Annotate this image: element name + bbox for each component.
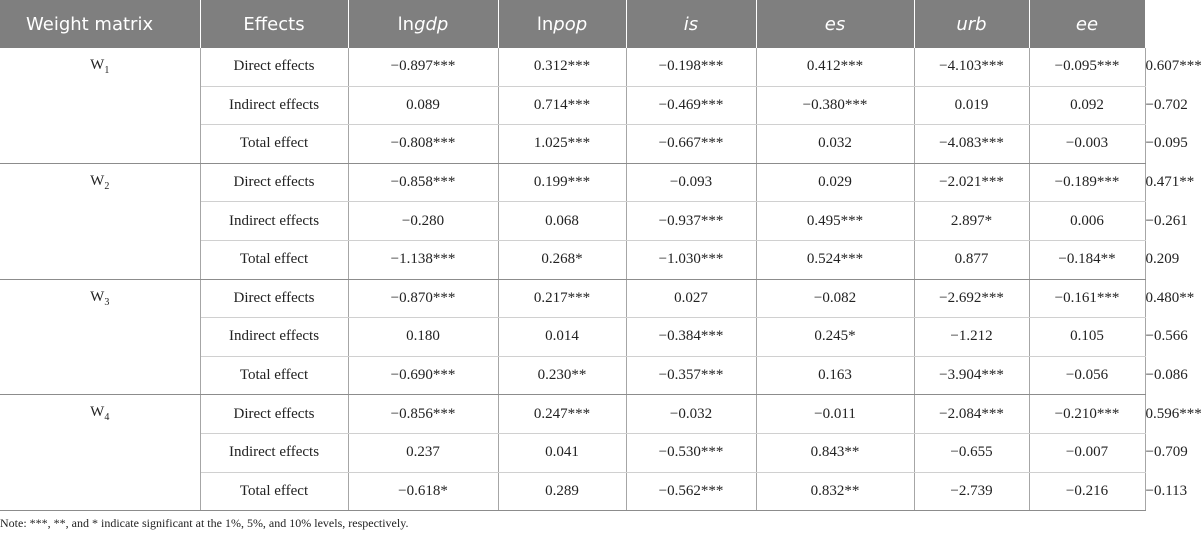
effect-label-cell: Total effect	[200, 240, 348, 279]
coefficient-cell: −0.198***	[626, 48, 756, 86]
coefficient-cell: −0.655	[914, 433, 1029, 472]
header-lngdp	[348, 0, 498, 48]
effect-label-cell: Total effect	[200, 125, 348, 164]
header-lnpop	[498, 0, 626, 48]
coefficient-cell: 0.019	[914, 86, 1029, 125]
coefficient-cell: 2.897*	[914, 202, 1029, 241]
coefficient-cell: −4.083***	[914, 125, 1029, 164]
weight-matrix-subscript: 1	[104, 65, 110, 76]
coefficient-cell: 0.832**	[756, 472, 914, 511]
coefficient-cell: 0.041	[498, 433, 626, 472]
coefficient-cell: −0.184**	[1029, 240, 1145, 279]
coefficient-cell: −0.530***	[626, 433, 756, 472]
coefficient-cell: −1.138***	[348, 240, 498, 279]
coefficient-cell: 0.180	[348, 318, 498, 357]
coefficient-cell: −0.357***	[626, 356, 756, 395]
coefficient-cell: 0.027	[626, 279, 756, 318]
coefficient-cell: 0.843**	[756, 433, 914, 472]
coefficient-cell: −0.870***	[348, 279, 498, 318]
coefficient-cell: −0.189***	[1029, 163, 1145, 202]
effect-label-cell: Total effect	[200, 472, 348, 511]
coefficient-cell: −0.007	[1029, 433, 1145, 472]
coefficient-cell: 0.289	[498, 472, 626, 511]
coefficient-cell: 0.014	[498, 318, 626, 357]
coefficient-cell: 0.247***	[498, 395, 626, 434]
weight-matrix-subscript: 2	[104, 180, 110, 192]
coefficient-cell: −0.032	[626, 395, 756, 434]
weight-matrix-letter: W	[90, 57, 105, 73]
table-row: $W_1$ Direct effects −0.897*** 0.312*** −0.198*** 0.412*** −4.103*** −0.095*** 0.607***	[0, 48, 1145, 86]
coefficient-cell: −0.380***	[756, 86, 914, 125]
effect-label-cell: Total effect	[200, 356, 348, 395]
table-body	[0, 48, 1202, 511]
coefficient-cell: −0.469***	[626, 86, 756, 125]
header-urb: urb	[914, 0, 1029, 48]
weight-matrix-letter: W	[90, 172, 105, 189]
coefficient-cell: −0.937***	[626, 202, 756, 241]
coefficient-cell: −1.212	[914, 318, 1029, 357]
header-row: Weight matrix Effects lngdp lnpop is es urb ee bula	[0, 0, 1145, 48]
header-effects: Effects	[200, 0, 348, 48]
coefficient-cell: 0.029	[756, 163, 914, 202]
coefficient-cell: −0.667***	[626, 125, 756, 164]
weight-matrix-subscript: 3	[104, 296, 110, 308]
coefficient-cell: −0.011	[756, 395, 914, 434]
header-is: is	[626, 0, 756, 48]
header-lnpop-prefix: ln	[536, 13, 554, 35]
coefficient-cell: 0.412***	[756, 48, 914, 86]
weight-matrix-letter: W	[90, 288, 105, 305]
coefficient-cell: 0.524***	[756, 240, 914, 279]
coefficient-cell: −0.690***	[348, 356, 498, 395]
coefficient-cell: 0.312***	[498, 48, 626, 86]
coefficient-cell: −2.739	[914, 472, 1029, 511]
coefficient-cell: −0.093	[626, 163, 756, 202]
coefficient-cell: −0.095***	[1029, 48, 1145, 86]
header-weight-matrix: Weight matrix	[0, 0, 200, 48]
table-row: Total effect −1.138*** 0.268* −1.030*** 0.524*** 0.877 −0.184** 0.209	[0, 240, 1145, 279]
coefficient-cell: −0.003	[1029, 125, 1145, 164]
weight-matrix-cell	[0, 279, 200, 395]
coefficient-cell: 0.245*	[756, 318, 914, 357]
coefficient-cell: 1.025***	[498, 125, 626, 164]
coefficient-cell: 0.714***	[498, 86, 626, 125]
coefficient-cell: −2.084***	[914, 395, 1029, 434]
coefficient-cell: 0.237	[348, 433, 498, 472]
coefficient-cell: 0.268*	[498, 240, 626, 279]
effect-label-cell: Direct effects	[200, 279, 348, 318]
coefficient-cell: −0.858***	[348, 163, 498, 202]
table-row: $W_2$ Direct effects −0.858*** 0.199*** −0.093 0.029 −2.021*** −0.189*** 0.471**	[0, 163, 1145, 202]
coefficient-cell: 0.163	[756, 356, 914, 395]
coefficient-cell: 0.068	[498, 202, 626, 241]
table-row: Total effect −0.690*** 0.230** −0.357*** 0.163 −3.904*** −0.056 −0.086	[0, 356, 1145, 395]
table-row: Indirect effects 0.237 0.041 −0.530*** 0.843** −0.655 −0.007 −0.709	[0, 433, 1145, 472]
coefficient-cell: −0.210***	[1029, 395, 1145, 434]
coefficient-cell: −0.280	[348, 202, 498, 241]
coefficient-cell: −0.856***	[348, 395, 498, 434]
header-ee: ee	[1029, 0, 1145, 48]
effect-label-cell: Direct effects	[200, 48, 348, 86]
coefficient-cell: −0.618*	[348, 472, 498, 511]
coefficient-cell: 0.217***	[498, 279, 626, 318]
coefficient-cell: 0.089	[348, 86, 498, 125]
coefficient-cell: −4.103***	[914, 48, 1029, 86]
coefficient-cell: 0.877	[914, 240, 1029, 279]
coefficient-cell: −0.384***	[626, 318, 756, 357]
coefficient-cell: −0.562***	[626, 472, 756, 511]
coefficient-cell: −2.021***	[914, 163, 1029, 202]
header-es: es	[756, 0, 914, 48]
table-row: Indirect effects −0.280 0.068 −0.937*** 0.495*** 2.897* 0.006 −0.261	[0, 202, 1145, 241]
coefficient-cell: −0.216	[1029, 472, 1145, 511]
coefficient-cell: 0.092	[1029, 86, 1145, 125]
table-row: $W_4$ Direct effects −0.856*** 0.247*** −0.032 −0.011 −2.084*** −0.210*** 0.596***	[0, 395, 1145, 434]
coefficient-cell: −3.904***	[914, 356, 1029, 395]
coefficient-cell: −0.082	[756, 279, 914, 318]
effect-label-cell: Direct effects	[200, 163, 348, 202]
coefficient-cell: 0.006	[1029, 202, 1145, 241]
coefficient-cell: −0.056	[1029, 356, 1145, 395]
effect-label-cell: Indirect effects	[200, 202, 348, 241]
header-lnpop-var: pop	[553, 13, 588, 35]
effect-label-cell: Indirect effects	[200, 86, 348, 125]
effect-label-cell: Direct effects	[200, 395, 348, 434]
coefficient-cell: 0.199***	[498, 163, 626, 202]
weight-matrix-letter: W	[90, 404, 105, 421]
coefficient-cell: 0.032	[756, 125, 914, 164]
effect-label-cell: Indirect effects	[200, 318, 348, 357]
coefficient-cell: 0.230**	[498, 356, 626, 395]
table-row: Total effect −0.808*** 1.025*** −0.667*** 0.032 −4.083*** −0.003 −0.095	[0, 125, 1145, 164]
coefficient-cell: −0.897***	[348, 48, 498, 86]
coefficient-cell: −1.030***	[626, 240, 756, 279]
effect-label-cell: Indirect effects	[200, 433, 348, 472]
coefficient-cell: −2.692***	[914, 279, 1029, 318]
coefficient-cell: −0.161***	[1029, 279, 1145, 318]
header-lngdp-prefix: ln	[397, 13, 415, 35]
table-note: Note: ***, **, and * indicate significant at the 1%, 5%, and 10% levels, respectively.	[0, 516, 409, 530]
table-row: Indirect effects 0.089 0.714*** −0.469*** −0.380*** 0.019 0.092 −0.702	[0, 86, 1145, 125]
weight-matrix-cell	[0, 395, 200, 511]
table-row: $W_3$ Direct effects −0.870*** 0.217*** 0.027 −0.082 −2.692*** −0.161*** 0.480**	[0, 279, 1145, 318]
coefficient-cell: −0.808***	[348, 125, 498, 164]
header-lngdp-var: gdp	[414, 13, 449, 35]
weight-matrix-subscript: 4	[104, 412, 110, 424]
coefficient-cell: 0.105	[1029, 318, 1145, 357]
table-row: Indirect effects 0.180 0.014 −0.384*** 0.245* −1.212 0.105 −0.566	[0, 318, 1145, 357]
coefficient-cell: 0.495***	[756, 202, 914, 241]
weight-matrix-cell	[0, 163, 200, 279]
table-row: Total effect −0.618* 0.289 −0.562*** 0.832** −2.739 −0.216 −0.113	[0, 472, 1145, 511]
weight-matrix-cell	[0, 48, 200, 163]
